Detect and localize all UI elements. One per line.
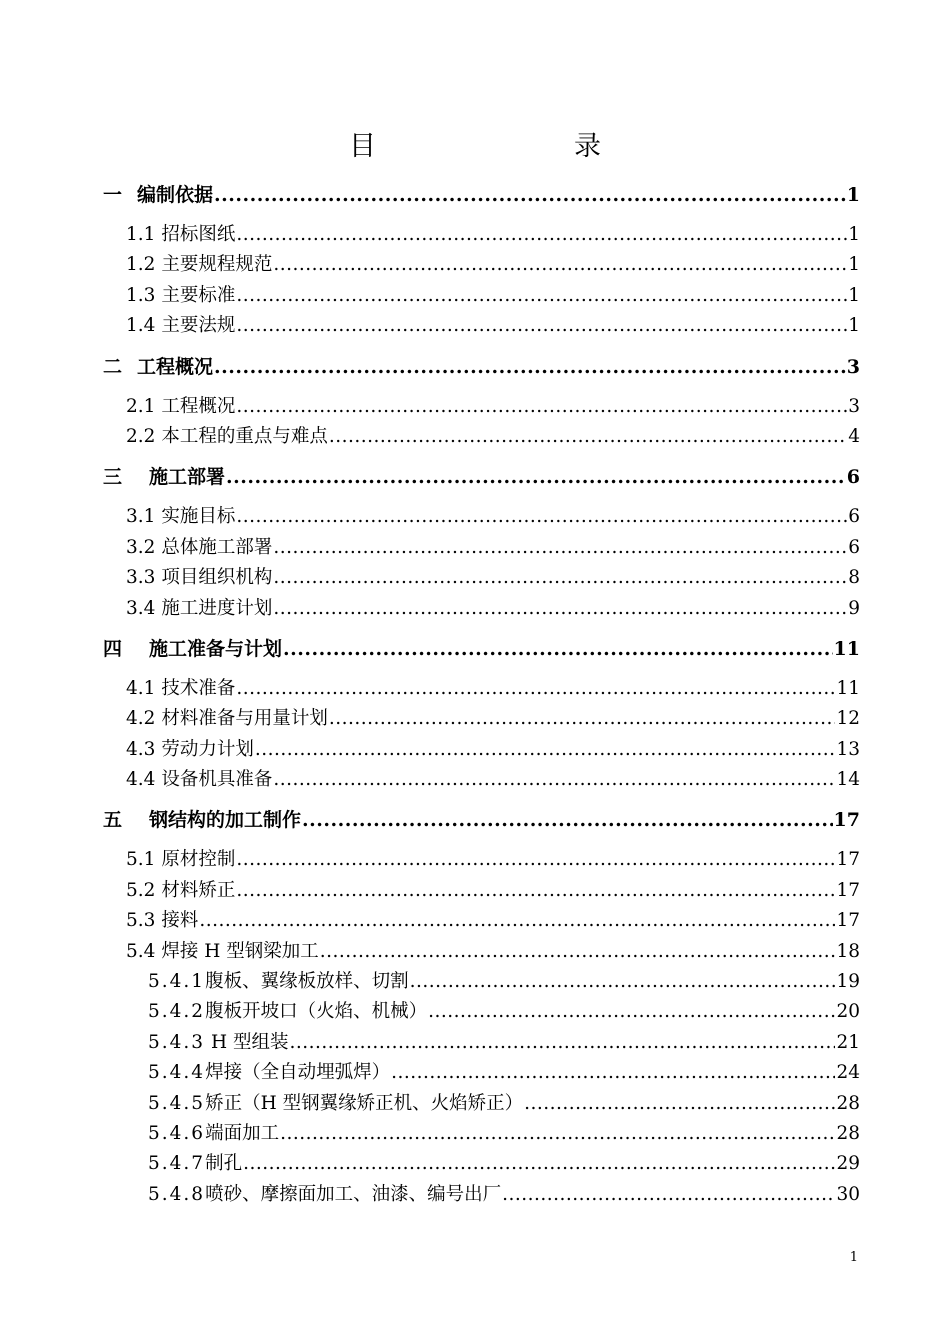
dot-leader (273, 563, 847, 593)
dot-leader (236, 502, 847, 532)
toc-page-number: 1 (846, 184, 860, 206)
toc-entry-section-5[interactable] (103, 805, 860, 835)
toc-page-number: 28 (836, 1092, 860, 1114)
dot-leader (302, 805, 833, 835)
toc-page-number: 17 (833, 809, 860, 832)
dot-leader (428, 997, 835, 1027)
toc-entry-5-4-6[interactable] (103, 1119, 860, 1149)
toc-entry-label: 1.1 招标图纸 (126, 224, 236, 245)
toc-entry-5-4-7[interactable] (103, 1149, 860, 1179)
toc-entry-5-4-2[interactable] (103, 997, 860, 1027)
toc-page-number: 12 (836, 708, 860, 730)
toc-entry-3-4[interactable] (103, 594, 860, 624)
toc-entry-label: 4.3 劳动力计划 (126, 738, 254, 760)
toc-entry-5-2[interactable] (103, 876, 860, 906)
toc-page-number: 29 (836, 1153, 860, 1175)
page-number: 1 (849, 1250, 858, 1265)
dot-leader (236, 281, 847, 311)
toc-entry-4-1[interactable] (103, 674, 860, 704)
toc-page-number: 6 (846, 466, 860, 489)
toc-page-number: 9 (848, 597, 860, 619)
table-of-contents (103, 180, 860, 1210)
dot-leader (329, 422, 847, 452)
toc-page-number: 1 (848, 254, 860, 276)
toc-entry-label: 5.4.5矫正（H 型钢翼缘矫正机、火焰矫正） (148, 1092, 524, 1114)
toc-entry-label: 2.1 工程概况 (126, 395, 236, 417)
toc-entry-label: 5.4.6端面加工 (148, 1122, 280, 1144)
toc-entry-5-4-4[interactable] (103, 1058, 860, 1088)
toc-entry-label: 5.1 原材控制 (126, 849, 236, 871)
toc-entry-1-1[interactable] (103, 220, 860, 250)
toc-entry-label: 二 工程概况 (103, 355, 214, 378)
toc-page-number: 8 (848, 567, 860, 589)
toc-entry-label: 1.2 主要规程规范 (126, 254, 273, 276)
toc-entry-2-2[interactable] (103, 422, 860, 452)
toc-page-number: 14 (836, 769, 860, 791)
toc-entry-label: 3.1 实施目标 (126, 506, 236, 528)
dot-leader (502, 1180, 835, 1210)
toc-entry-label: 5.4.8喷砂、摩擦面加工、油漆、编号出厂 (148, 1183, 502, 1205)
dot-leader (236, 311, 847, 341)
toc-entry-5-4-3[interactable] (103, 1028, 860, 1058)
toc-entry-5-4-8[interactable] (103, 1180, 860, 1210)
dot-leader (199, 906, 835, 936)
toc-page-number: 6 (848, 506, 860, 528)
dot-leader (226, 462, 846, 492)
toc-entry-label: 4.1 技术准备 (126, 677, 236, 699)
toc-entry-3-1[interactable] (103, 502, 860, 532)
toc-page-number: 17 (836, 910, 860, 932)
dot-leader (236, 845, 835, 875)
dot-leader (236, 876, 835, 906)
toc-entry-label: 2.2 本工程的重点与难点 (126, 425, 328, 447)
toc-page-number: 11 (836, 677, 860, 699)
dot-leader (236, 674, 835, 704)
dot-leader (273, 594, 847, 624)
dot-leader (280, 1119, 835, 1149)
toc-entry-4-4[interactable] (103, 765, 860, 795)
dot-leader (243, 1149, 835, 1179)
toc-entry-section-4[interactable] (103, 634, 860, 664)
toc-entry-1-2[interactable] (103, 250, 860, 280)
toc-entry-label: 5.3 接料 (126, 910, 199, 932)
toc-entry-label: 5.2 材料矫正 (126, 879, 236, 901)
toc-page-number: 1 (848, 284, 860, 306)
toc-entry-label: 一 编制依据 (103, 184, 214, 206)
toc-entry-label: 5.4.7制孔 (148, 1153, 243, 1175)
toc-entry-label: 五 钢结构的加工制作 (103, 809, 302, 832)
toc-entry-label: 1.3 主要标准 (126, 284, 236, 306)
toc-page-number: 17 (836, 849, 860, 871)
toc-entry-5-1[interactable] (103, 845, 860, 875)
toc-entry-label: 4.4 设备机具准备 (126, 769, 273, 791)
toc-page-number: 18 (836, 940, 860, 962)
toc-entry-1-4[interactable] (103, 311, 860, 341)
toc-page-number: 11 (833, 637, 860, 660)
toc-entry-section-1[interactable] (103, 180, 860, 210)
dot-leader (236, 220, 847, 250)
toc-page-number: 17 (836, 879, 860, 901)
toc-entry-label: 1.4 主要法规 (126, 315, 236, 337)
toc-page-number: 19 (836, 971, 860, 993)
dot-leader (329, 704, 836, 734)
dot-leader (410, 967, 836, 997)
dot-leader (236, 392, 847, 422)
dot-leader (283, 634, 833, 664)
toc-page-number: 30 (836, 1183, 860, 1205)
toc-entry-2-1[interactable] (103, 392, 860, 422)
dot-leader (289, 1028, 835, 1058)
toc-entry-label: 5.4.2腹板开坡口（火焰、机械） (148, 1001, 428, 1023)
toc-entry-4-2[interactable] (103, 704, 860, 734)
dot-leader (273, 765, 835, 795)
toc-page-number: 1 (848, 315, 860, 337)
dot-leader (273, 250, 847, 280)
dot-leader (273, 533, 847, 563)
toc-page-number: 13 (836, 738, 860, 760)
toc-entry-label: 3.2 总体施工部署 (126, 536, 273, 558)
toc-entry-label: 四 施工准备与计划 (103, 637, 283, 660)
dot-leader (320, 937, 836, 967)
page-title: 目 录 (349, 131, 649, 162)
toc-page-number: 3 (846, 355, 860, 378)
toc-entry-section-2[interactable] (103, 352, 860, 382)
toc-entry-label: 4.2 材料准备与用量计划 (126, 708, 328, 730)
toc-entry-label: 5.4.3 H 型组装 (148, 1031, 289, 1053)
toc-page-number: 6 (848, 536, 860, 558)
dot-leader (214, 180, 846, 210)
toc-page-number: 24 (836, 1062, 860, 1084)
dot-leader (214, 352, 846, 382)
toc-entry-label: 5.4.1腹板、翼缘板放样、切割 (148, 971, 409, 993)
toc-page-number: 20 (836, 1001, 860, 1023)
toc-page-number: 4 (848, 425, 860, 447)
dot-leader (524, 1089, 835, 1119)
toc-entry-4-3[interactable] (103, 735, 860, 765)
toc-entry-label: 3.4 施工进度计划 (126, 597, 273, 619)
dot-leader (391, 1058, 835, 1088)
toc-page-number: 28 (836, 1122, 860, 1144)
dot-leader (255, 735, 836, 765)
toc-entry-label: 三 施工部署 (103, 466, 226, 489)
toc-page-number: 3 (848, 395, 860, 417)
toc-entry-label: 5.4.4焊接（全自动埋弧焊） (148, 1062, 391, 1084)
toc-entry-label: 3.3 项目组织机构 (126, 567, 273, 589)
toc-page-number: 1 (848, 224, 860, 245)
toc-entry-5-3[interactable] (103, 906, 860, 936)
toc-entry-section-3[interactable] (103, 462, 860, 492)
toc-entry-5-4-5[interactable] (103, 1089, 860, 1119)
toc-entry-label: 5.4 焊接 H 型钢梁加工 (126, 940, 319, 962)
toc-entry-5-4-1[interactable] (103, 967, 860, 997)
toc-entry-1-3[interactable] (103, 281, 860, 311)
toc-page-number: 21 (836, 1031, 860, 1053)
toc-entry-5-4[interactable] (103, 937, 860, 967)
toc-entry-3-3[interactable] (103, 563, 860, 593)
toc-entry-3-2[interactable] (103, 533, 860, 563)
